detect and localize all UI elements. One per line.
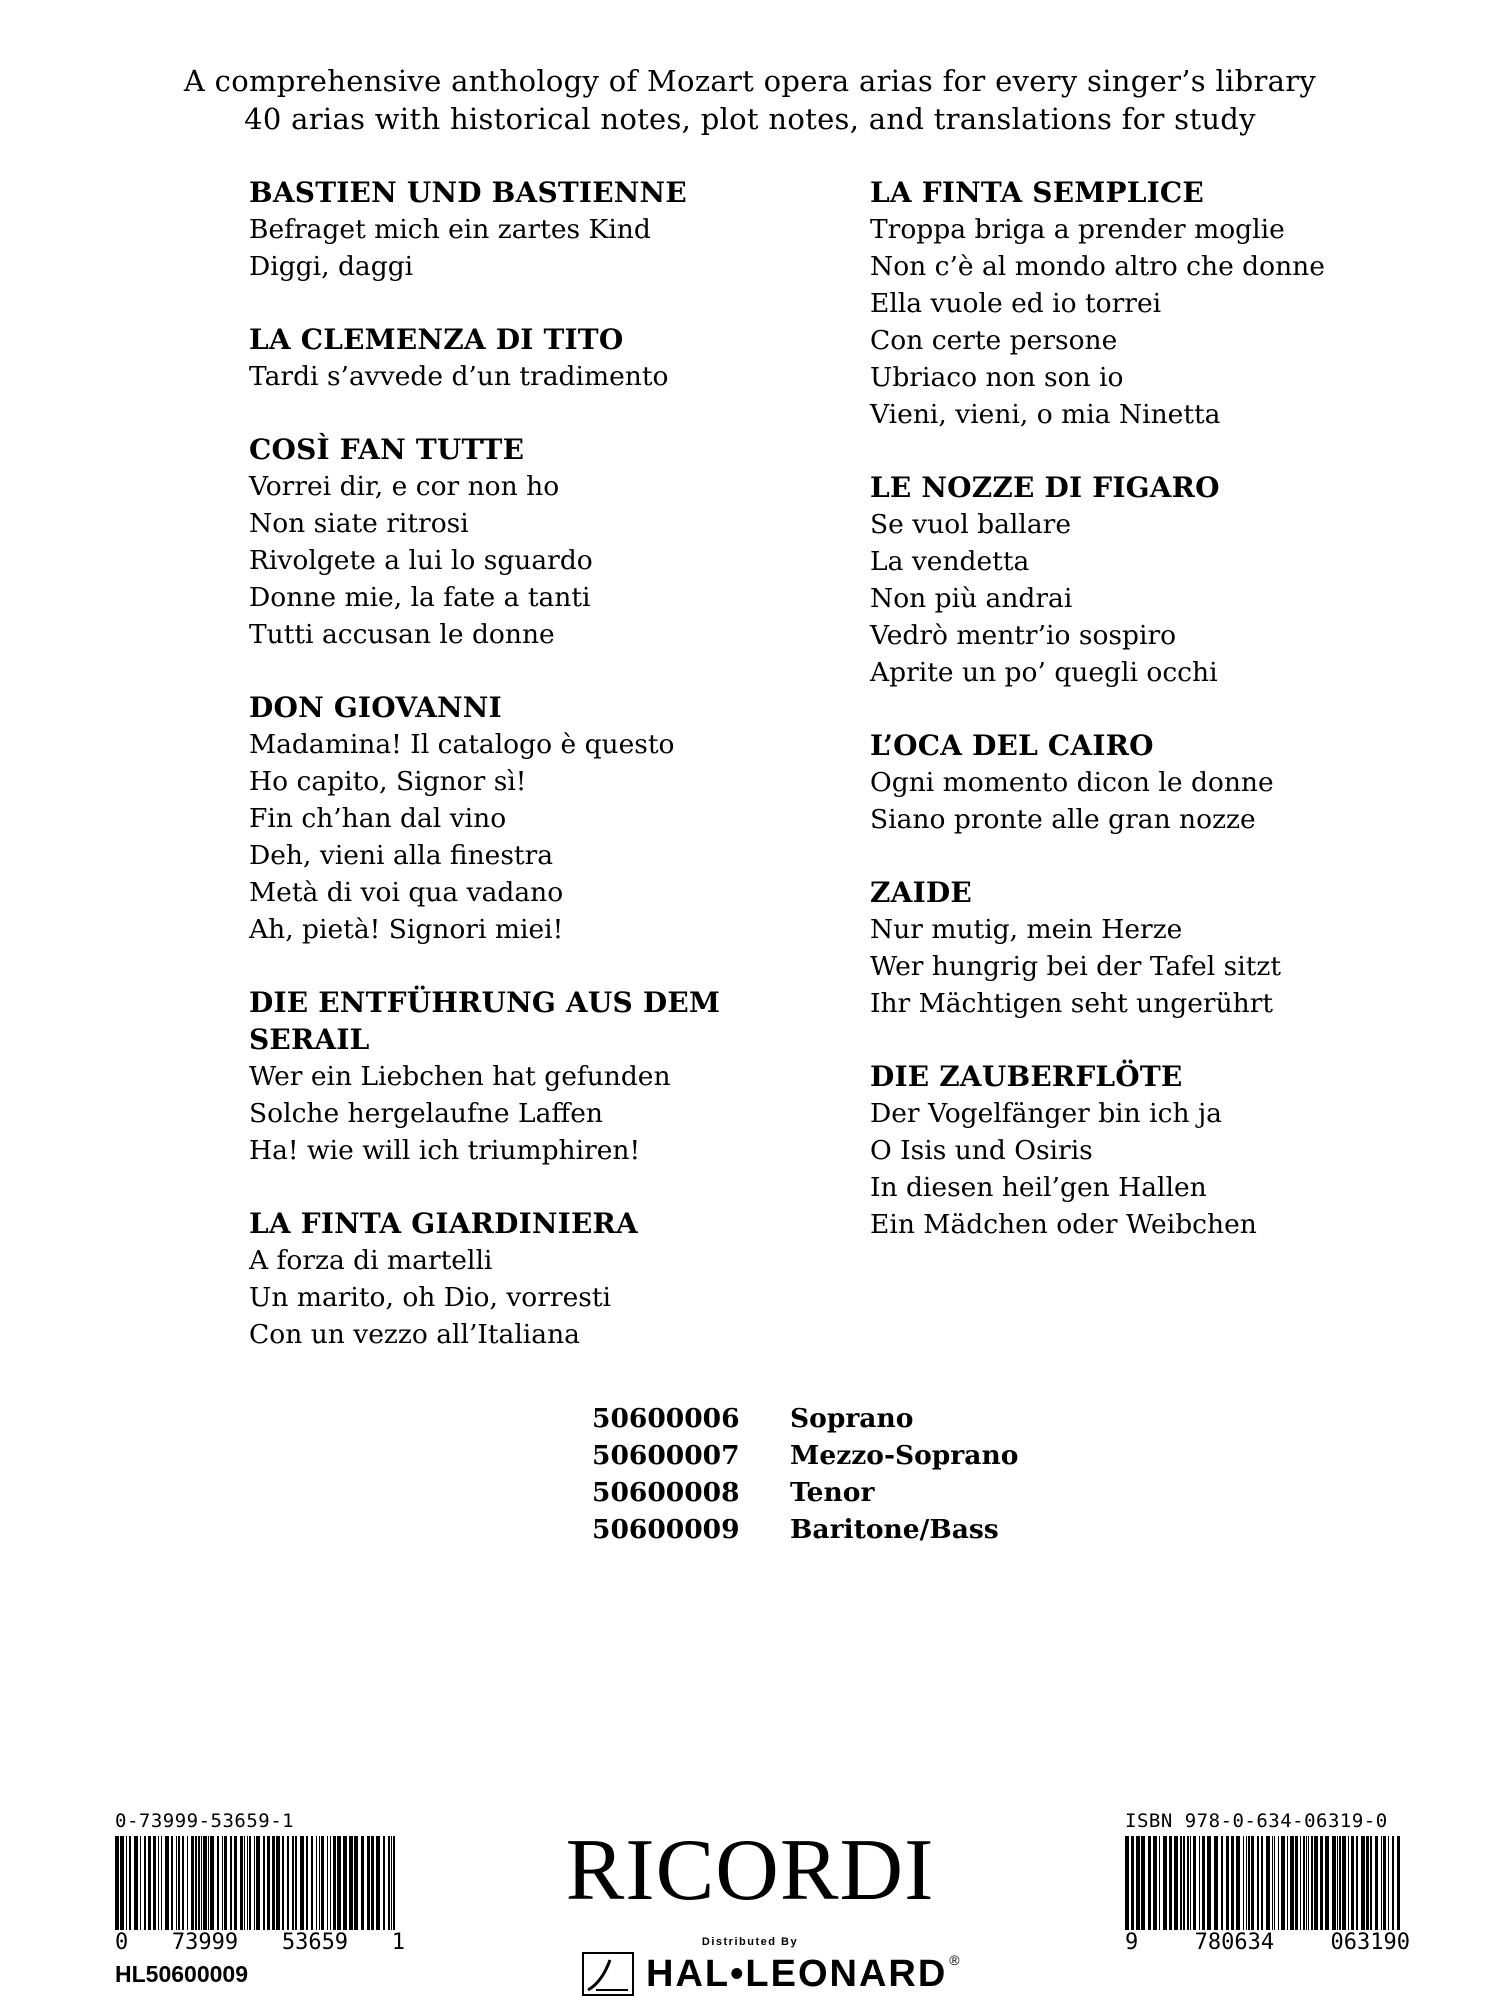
barcode-bar: [1332, 1836, 1336, 1936]
intro-line-1: A comprehensive anthology of Mozart opera arias for every singer’s library: [183, 64, 1317, 98]
voice-edition-list: [592, 1400, 1018, 1548]
barcode-bar: [1366, 1836, 1369, 1936]
aria-title: Aprite un po’ quegli occhi: [870, 657, 1218, 688]
barcode-bar: [1131, 1836, 1134, 1936]
aria-title: Non siate ritrosi: [249, 508, 469, 539]
aria-title: Vieni, vieni, o mia Ninetta: [870, 399, 1221, 430]
isbn-digit-group: 9: [1125, 1930, 1139, 1955]
aria-title: Ein Mädchen oder Weibchen: [870, 1209, 1257, 1240]
barcode-bar: [1183, 1836, 1185, 1936]
barcode-bar: [1311, 1836, 1313, 1936]
aria-title: Ihr Mächtigen seht ungerührt: [870, 988, 1274, 1019]
left-opera-column: [249, 174, 849, 1389]
barcode-bar: [1361, 1836, 1365, 1936]
aria-title: Der Vogelfänger bin ich ja: [870, 1098, 1222, 1129]
aria-title: Wer hungrig bei der Tafel sitzt: [870, 951, 1281, 982]
barcode-bar: [1339, 1836, 1341, 1936]
barcode-bar: [1392, 1836, 1394, 1936]
barcode-bar: [1169, 1836, 1172, 1936]
barcode-bar: [1337, 1836, 1338, 1936]
barcode-bar: [1141, 1836, 1145, 1936]
barcode-bar: [1266, 1836, 1270, 1936]
barcode-bar: [1303, 1836, 1305, 1936]
barcode-bar: [1257, 1836, 1259, 1936]
barcode-bar: [1190, 1836, 1191, 1936]
upc-digit-group: 73999: [171, 1930, 239, 1955]
barcode-bar: [1180, 1836, 1182, 1936]
opera-title: LE NOZZE DI FIGARO: [870, 471, 1220, 504]
isbn-digit-group: 063190: [1330, 1930, 1410, 1955]
opera-block: [249, 174, 849, 285]
opera-block: [249, 431, 849, 653]
aria-title: Ah, pietà! Signori miei!: [249, 914, 564, 945]
barcode-bar: [1325, 1836, 1329, 1936]
hal-leonard-logo: [582, 1952, 960, 1996]
barcode-bar: [1342, 1836, 1346, 1936]
opera-title: DIE ENTFÜHRUNG AUS DEM SERAIL: [249, 986, 721, 1056]
barcode-bar: [1187, 1836, 1189, 1936]
aria-title: Ogni momento dicon le donne: [870, 767, 1274, 798]
opera-block: [870, 727, 1470, 838]
barcode-bar: [1159, 1836, 1160, 1936]
barcode-bar: [1397, 1836, 1400, 1936]
ricordi-logo: RICORDI: [565, 1822, 935, 1919]
opera-block: [870, 874, 1470, 1022]
aria-title: Metà di voi qua vadano: [249, 877, 564, 908]
barcode-bar: [1383, 1836, 1386, 1936]
aria-title: Tutti accusan le donne: [249, 619, 555, 650]
isbn-number: ISBN 978-0-634-06319-0: [1125, 1810, 1388, 1832]
barcode-bar: [1163, 1836, 1167, 1936]
registered-mark: ®: [949, 1952, 960, 1968]
barcode-bar: [1207, 1836, 1211, 1936]
aria-title: In diesen heil’gen Hallen: [870, 1172, 1207, 1203]
barcode-bar: [1153, 1836, 1157, 1936]
upc-number: 0-73999-53659-1: [115, 1810, 295, 1832]
opera-title: COSÌ FAN TUTTE: [249, 433, 525, 466]
barcode-bar: [1356, 1836, 1358, 1936]
barcode-bar: [1193, 1836, 1196, 1936]
aria-title: Deh, vieni alla finestra: [249, 840, 554, 871]
barcode-bar: [1214, 1836, 1218, 1936]
aria-title: Troppa briga a prender moglie: [870, 214, 1285, 245]
voice-type: Mezzo-Soprano: [790, 1440, 1019, 1471]
barcode-bar: [1136, 1836, 1140, 1936]
aria-title: Non più andrai: [870, 583, 1073, 614]
aria-title: Befraget mich ein zartes Kind: [249, 214, 651, 245]
aria-title: Vedrò mentr’io sospiro: [870, 620, 1177, 651]
voice-edition-row: [592, 1437, 1018, 1474]
opera-block: [249, 321, 849, 395]
barcode-bar: [1375, 1836, 1378, 1936]
opera-block: [249, 689, 849, 948]
aria-title: Tardi s’avvede d’un tradimento: [249, 361, 669, 392]
barcode-bar: [1261, 1836, 1263, 1936]
barcode-bar: [1281, 1836, 1285, 1936]
barcode-bar: [1314, 1836, 1318, 1936]
barcode-bar: [1308, 1836, 1309, 1936]
barcode-bar: [1199, 1836, 1200, 1936]
intro-line-2: 40 arias with historical notes, plot notes, and translations for study: [244, 102, 1256, 136]
product-code: HL50600009: [115, 1961, 248, 1987]
aria-title: Ho capito, Signor sì!: [249, 766, 527, 797]
opera-title: LA FINTA GIARDINIERA: [249, 1207, 638, 1240]
opera-block: [249, 1205, 849, 1353]
barcode-bar: [1287, 1836, 1288, 1936]
barcode-bar: [1236, 1836, 1240, 1936]
opera-title: DIE ZAUBERFLÖTE: [870, 1060, 1183, 1093]
aria-title: Madamina! Il catalogo è questo: [249, 729, 675, 760]
upc-digit-group: 53659: [281, 1930, 349, 1955]
aria-title: Se vuol ballare: [870, 509, 1072, 540]
edition-code: 50600006: [592, 1403, 740, 1434]
barcode-bar: [1295, 1836, 1298, 1936]
opera-block: [870, 174, 1470, 433]
opera-title: BASTIEN UND BASTIENNE: [249, 176, 687, 209]
edition-code: 50600009: [592, 1514, 740, 1545]
aria-title: O Isis und Osiris: [870, 1135, 1093, 1166]
aria-title: Ha! wie will ich triumphiren!: [249, 1135, 641, 1166]
barcode-bar: [1320, 1836, 1323, 1936]
barcode-bar: [1248, 1836, 1250, 1936]
voice-edition-row: [592, 1511, 1018, 1548]
voice-edition-row: [592, 1474, 1018, 1511]
barcode-bar: [1381, 1836, 1382, 1936]
opera-block: [870, 1058, 1470, 1243]
barcode-bar: [1125, 1836, 1129, 1936]
aria-title: Un marito, oh Dio, vorresti: [249, 1282, 611, 1313]
barcode-bar: [1272, 1836, 1273, 1936]
barcode-bar: [1202, 1836, 1205, 1936]
barcode-bar: [1246, 1836, 1247, 1936]
barcode-bar: [1370, 1836, 1372, 1936]
opera-title: ZAIDE: [870, 876, 972, 909]
aria-title: A forza di martelli: [249, 1245, 493, 1276]
barcode-bar: [1221, 1836, 1223, 1936]
barcode-bar: [1278, 1836, 1279, 1936]
barcode-bar: [1290, 1836, 1294, 1936]
opera-title: LA CLEMENZA DI TITO: [249, 323, 624, 356]
opera-title: L’OCA DEL CAIRO: [870, 729, 1154, 762]
isbn-digit-group: 780634: [1194, 1930, 1275, 1955]
right-opera-column: [870, 174, 1470, 1279]
edition-code: 50600007: [592, 1440, 740, 1471]
aria-title: Vorrei dir, e cor non ho: [249, 471, 560, 502]
isbn-barcode: [1125, 1810, 1410, 1955]
distributor-name: HAL•LEONARD: [646, 1952, 948, 1995]
aria-title: Siano pronte alle gran nozze: [870, 804, 1256, 835]
aria-title: Rivolgete a lui lo sguardo: [249, 545, 593, 576]
aria-title: Nur mutig, mein Herze: [870, 914, 1183, 945]
barcode-bar: [1226, 1836, 1229, 1936]
barcode-bars: [1125, 1836, 1410, 1936]
barcode-bar: [1274, 1836, 1275, 1936]
aria-title: Con un vezzo all’Italiana: [249, 1319, 580, 1350]
aria-title: Non c’è al mondo altro che donne: [870, 251, 1325, 282]
upc-digit-group: 1: [391, 1930, 405, 1955]
opera-title: LA FINTA SEMPLICE: [870, 176, 1204, 209]
aria-title: Fin ch’han dal vino: [249, 803, 507, 834]
barcode-bar: [1231, 1836, 1234, 1936]
voice-type: Baritone/Bass: [790, 1514, 999, 1545]
barcode-bar: [1300, 1836, 1301, 1936]
aria-title: Donne mie, la fate a tanti: [249, 582, 591, 613]
barcode-bar: [1251, 1836, 1254, 1936]
opera-block: [249, 984, 849, 1169]
voice-type: Tenor: [790, 1477, 875, 1508]
hal-leonard-icon: [582, 1952, 634, 1996]
edition-code: 50600008: [592, 1477, 740, 1508]
voice-type: Soprano: [790, 1403, 914, 1434]
aria-title: La vendetta: [870, 546, 1030, 577]
aria-title: Ubriaco non son io: [870, 362, 1124, 393]
aria-title: Solche hergelaufne Laffen: [249, 1098, 603, 1129]
barcode-bar: [1306, 1836, 1307, 1936]
barcode-bar: [1348, 1836, 1349, 1936]
isbn-digits: [1125, 1930, 1410, 1955]
aria-title: Con certe persone: [870, 325, 1118, 356]
barcode-bar: [1351, 1836, 1354, 1936]
voice-edition-row: [592, 1400, 1018, 1437]
distributed-by-label: Distributed By: [701, 1936, 799, 1948]
intro-text: [0, 62, 1500, 138]
aria-title: Diggi, daggi: [249, 251, 414, 282]
aria-title: Ella vuole ed io torrei: [870, 288, 1162, 319]
opera-block: [870, 469, 1470, 691]
barcode-bar: [1174, 1836, 1178, 1936]
barcode-bar: [1388, 1836, 1389, 1936]
opera-title: DON GIOVANNI: [249, 691, 502, 724]
barcode-bar: [1243, 1836, 1244, 1936]
upc-digit-group: 0: [115, 1930, 129, 1955]
aria-title: Wer ein Liebchen hat gefunden: [249, 1061, 671, 1092]
barcode-bar: [1148, 1836, 1151, 1936]
